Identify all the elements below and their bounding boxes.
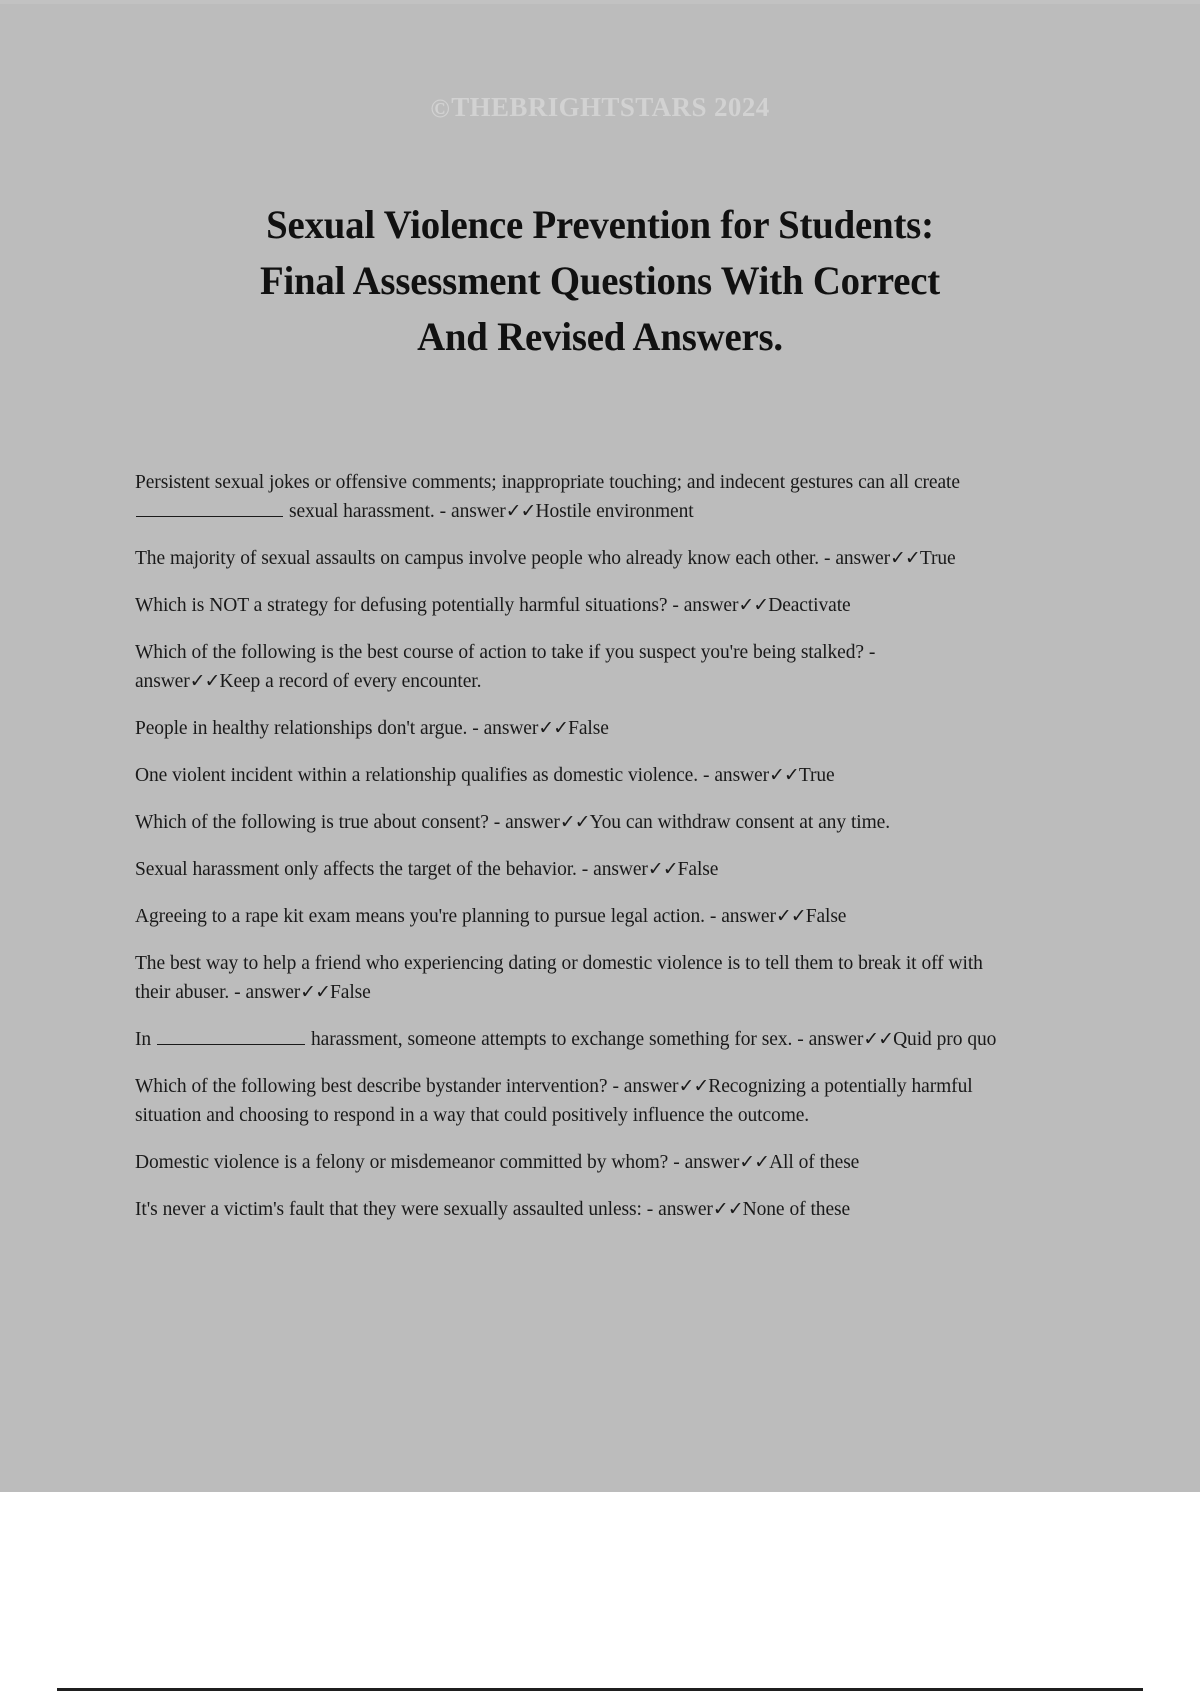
answer-separator: - answer xyxy=(434,501,506,522)
answer-text: Hostile environment xyxy=(535,501,694,522)
title-line-3: And Revised Answers. xyxy=(417,313,783,359)
checkmark-icon: ✓✓ xyxy=(647,858,678,880)
answer-text: False xyxy=(805,906,847,927)
answer-text: False xyxy=(568,718,609,739)
answer-separator: - answer xyxy=(667,595,739,616)
qa-item xyxy=(135,1195,1005,1224)
checkmark-icon: ✓✓ xyxy=(559,811,590,833)
question-text: Domestic violence is a felony or misdemeanor committed by whom? xyxy=(135,1152,669,1173)
answer-separator: - answer xyxy=(488,812,560,833)
answer-text: True xyxy=(798,765,835,786)
answer-separator: - answer xyxy=(704,906,776,927)
checkmark-icon: ✓✓ xyxy=(768,764,799,786)
question-text: Agreeing to a rape kit exam means you're planning to pursue legal action. xyxy=(135,906,705,927)
question-text: Persistent sexual jokes or offensive comments; inappropriate touching; and indecent gestures can all create xyxy=(135,472,960,493)
qa-list xyxy=(135,468,1005,1224)
question-text: In xyxy=(135,1029,157,1050)
question-text: One violent incident within a relationship qualifies as domestic violence. xyxy=(135,765,699,786)
page-title xyxy=(164,197,1037,365)
qa-item xyxy=(135,761,1005,790)
page-bottom-band xyxy=(0,1492,1200,1700)
question-text: Which of the following is the best course of action to take if you suspect you're being stalked? xyxy=(135,642,864,663)
question-text-continued: sexual harassment. xyxy=(284,501,435,522)
answer-separator: - answer xyxy=(792,1029,864,1050)
answer-text: None of these xyxy=(742,1199,851,1220)
answer-text: False xyxy=(677,859,719,880)
answer-text: Keep a record of every encounter. xyxy=(219,671,482,692)
qa-item xyxy=(135,808,1005,837)
question-text: People in healthy relationships don't argue. xyxy=(135,718,468,739)
qa-item xyxy=(135,855,1005,884)
answer-text: True xyxy=(919,548,956,569)
qa-item xyxy=(135,468,1005,526)
question-text: Which is NOT a strategy for defusing potentially harmful situations? xyxy=(135,595,668,616)
answer-text: False xyxy=(330,982,371,1003)
qa-item xyxy=(135,949,1005,1007)
qa-item xyxy=(135,1072,1005,1130)
answer-separator: - answer xyxy=(467,718,539,739)
fill-in-blank xyxy=(157,1030,305,1045)
checkmark-icon: ✓✓ xyxy=(189,670,220,692)
checkmark-icon: ✓✓ xyxy=(738,594,769,616)
qa-item xyxy=(135,638,1005,696)
footer-divider xyxy=(57,1688,1143,1691)
checkmark-icon: ✓✓ xyxy=(712,1198,743,1220)
question-text: Sexual harassment only affects the target of the behavior. xyxy=(135,859,577,880)
watermark xyxy=(0,92,1200,123)
watermark-text: THEBRIGHTSTARS 2024 xyxy=(451,92,770,122)
qa-item xyxy=(135,714,1005,743)
title-line-1: Sexual Violence Prevention for Students: xyxy=(266,201,934,247)
qa-item xyxy=(135,591,1005,620)
checkmark-icon: ✓✓ xyxy=(889,547,920,569)
answer-separator: - answer xyxy=(135,642,876,692)
answer-text: You can withdraw consent at any time. xyxy=(589,812,890,833)
checkmark-icon: ✓✓ xyxy=(739,1151,770,1173)
checkmark-icon: ✓✓ xyxy=(775,905,806,927)
answer-text: Deactivate xyxy=(768,595,851,616)
fill-in-blank xyxy=(136,502,283,517)
question-text: Which of the following is true about consent? xyxy=(135,812,489,833)
answer-separator: - answer xyxy=(698,765,769,786)
question-text: It's never a victim's fault that they were sexually assaulted unless: xyxy=(135,1199,642,1220)
answer-separator: - answer xyxy=(641,1199,713,1220)
answer-text: Quid pro quo xyxy=(893,1029,997,1050)
question-text: Which of the following best describe bystander intervention? xyxy=(135,1076,608,1097)
checkmark-icon: ✓✓ xyxy=(863,1028,894,1050)
answer-separator: - answer xyxy=(576,859,648,880)
title-line-2: Final Assessment Questions With Correct xyxy=(259,257,941,303)
answer-separator: - answer xyxy=(607,1076,679,1097)
answer-text: All of these xyxy=(769,1152,860,1173)
answer-separator: - answer xyxy=(229,982,301,1003)
checkmark-icon: ✓✓ xyxy=(300,981,331,1003)
qa-item xyxy=(135,544,1005,573)
checkmark-icon: ✓✓ xyxy=(678,1075,709,1097)
answer-separator: - answer xyxy=(819,548,890,569)
answer-separator: - answer xyxy=(668,1152,740,1173)
question-text: The majority of sexual assaults on campus involve people who already know each other. xyxy=(135,548,819,569)
question-text-continued: harassment, someone attempts to exchange something for sex. xyxy=(306,1029,793,1050)
qa-item xyxy=(135,1148,1005,1177)
qa-item xyxy=(135,1025,1005,1054)
checkmark-icon: ✓✓ xyxy=(505,500,536,522)
answer-text: Recognizing a potentially harmful situation and choosing to respond in a way that could positively influence the outcome. xyxy=(135,1076,973,1126)
question-text: The best way to help a friend who experiencing dating or domestic violence is to tell them to break it off with their abuser. xyxy=(135,953,983,1003)
checkmark-icon: ✓✓ xyxy=(538,717,569,739)
copyright-icon: © xyxy=(430,94,451,123)
qa-item xyxy=(135,902,1005,931)
